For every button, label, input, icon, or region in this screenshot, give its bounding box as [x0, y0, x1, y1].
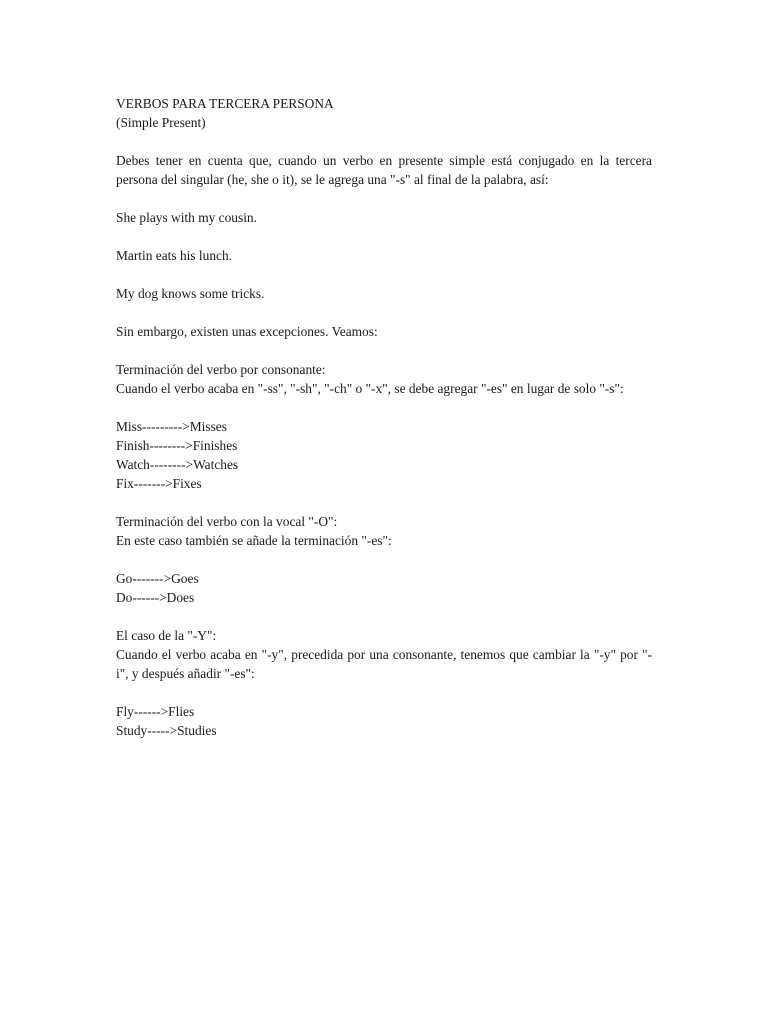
spacer — [116, 227, 652, 246]
intro-line-1: Debes tener en cuenta que, cuando un verbo en presente simple está conjugado en la tercera — [116, 153, 652, 168]
spacer — [116, 398, 652, 417]
document-title: VERBOS PARA TERCERA PERSONA — [116, 96, 334, 111]
conjugation-item: Do------>Does — [116, 590, 195, 605]
spacer — [116, 493, 652, 512]
section-consonant-rule: Cuando el verbo acaba en "-ss", "-sh", "-ch" o "-x", se debe agregar "-es" en lugar de solo "-s": — [116, 381, 624, 396]
spacer — [116, 607, 652, 626]
spacer — [116, 683, 652, 702]
spacer — [116, 341, 652, 360]
conjugation-item: Watch-------->Watches — [116, 457, 239, 472]
conjugation-item: Study----->Studies — [116, 723, 217, 738]
spacer — [116, 132, 652, 151]
conjugation-item: Go------->Goes — [116, 571, 199, 586]
spacer — [116, 303, 652, 322]
section-y-heading: El caso de la "-Y": — [116, 628, 217, 643]
conjugation-item: Fix------->Fixes — [116, 476, 202, 491]
conjugation-item: Miss--------->Misses — [116, 419, 227, 434]
example-sentence: Martin eats his lunch. — [116, 248, 233, 263]
conjugation-item: Fly------>Flies — [116, 704, 195, 719]
exceptions-intro: Sin embargo, existen unas excepciones. Veamos: — [116, 324, 378, 339]
section-y-rule-line-2: i", y después añadir "-es": — [116, 666, 255, 681]
conjugation-item: Finish-------->Finishes — [116, 438, 238, 453]
intro-line-2: persona del singular (he, she o it), se le agrega una "-s" al final de la palabra, así: — [116, 172, 549, 187]
example-sentence: My dog knows some tricks. — [116, 286, 265, 301]
document-subtitle: (Simple Present) — [116, 115, 206, 130]
spacer — [116, 265, 652, 284]
section-vowel-heading: Terminación del verbo con la vocal "-O": — [116, 514, 338, 529]
section-consonant-heading: Terminación del verbo por consonante: — [116, 362, 326, 377]
document-page — [116, 94, 652, 740]
section-vowel-rule: En este caso también se añade la terminación "-es": — [116, 533, 392, 548]
spacer — [116, 550, 652, 569]
example-sentence: She plays with my cousin. — [116, 210, 257, 225]
section-y-rule-line-1: Cuando el verbo acaba en "-y", precedida por una consonante, tenemos que cambiar la "-y" por "- — [116, 647, 652, 662]
spacer — [116, 189, 652, 208]
